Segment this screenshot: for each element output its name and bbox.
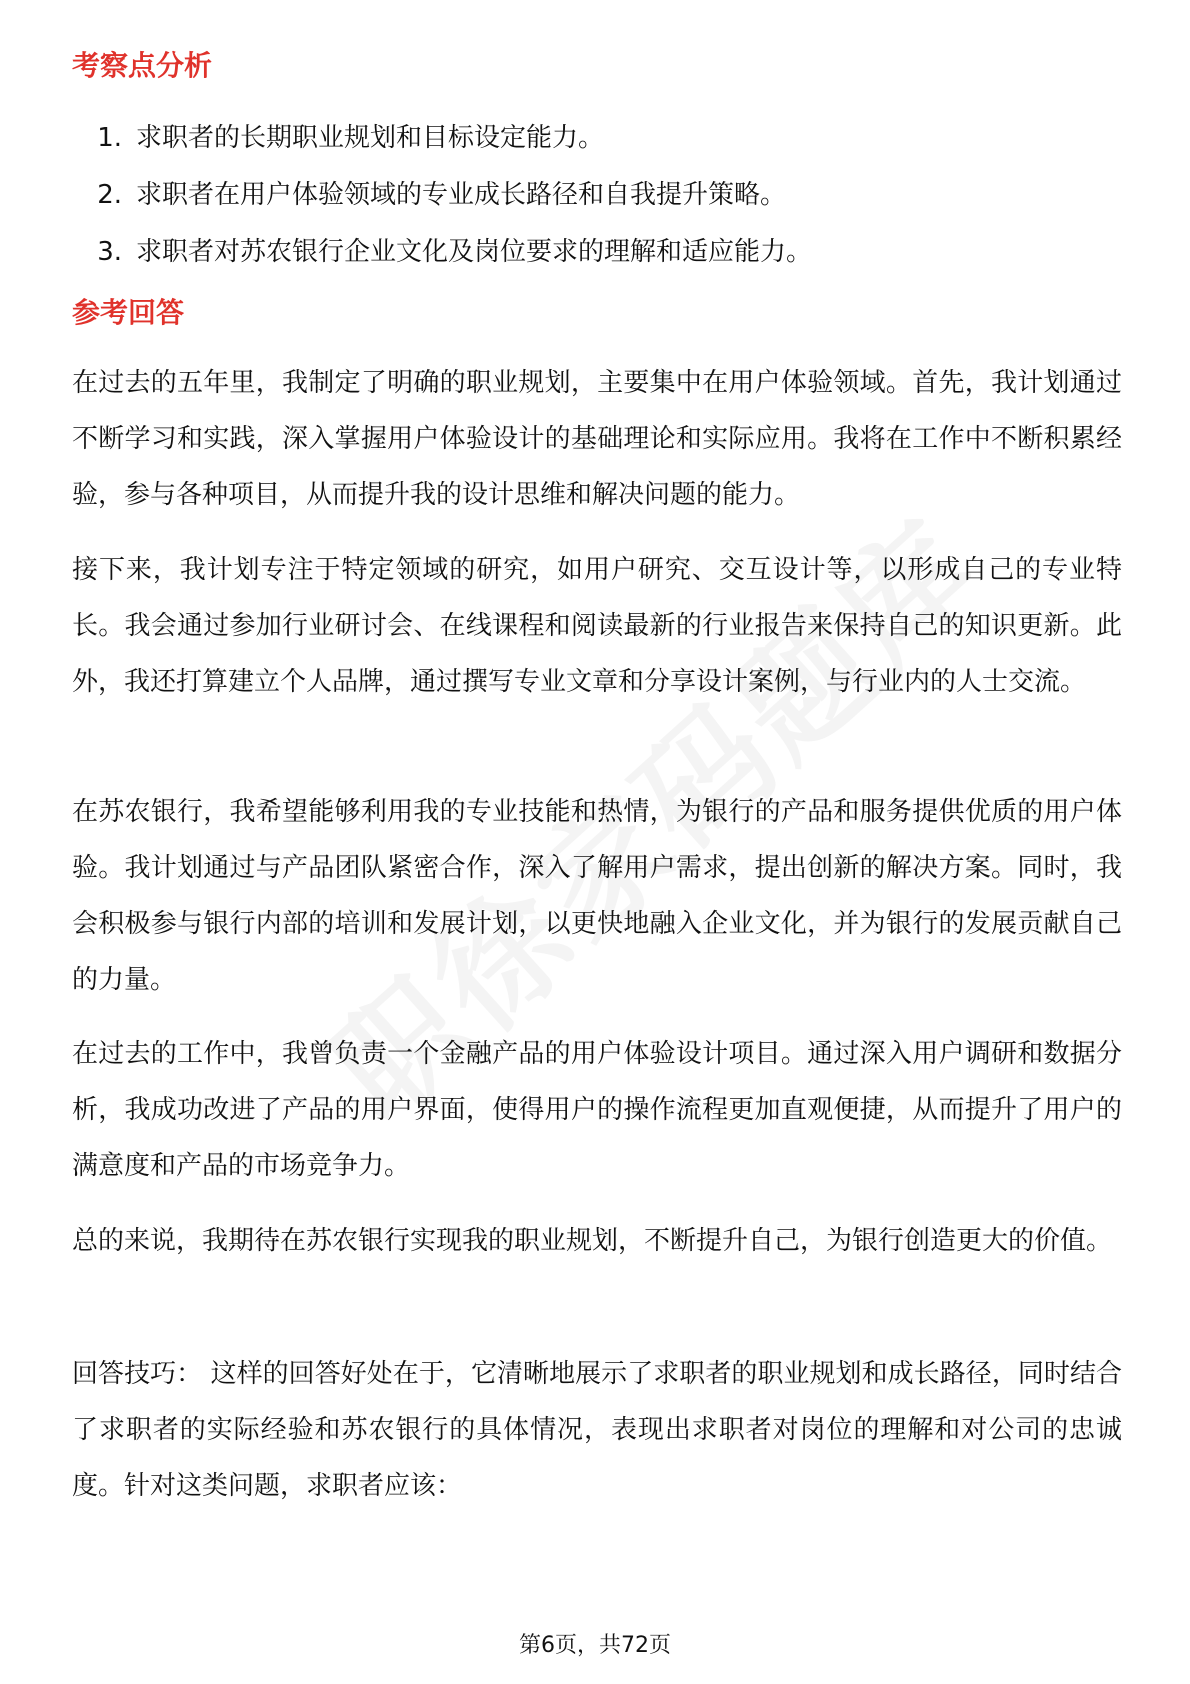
list-item-text: 求职者在用户体验领域的专业成长路径和自我提升策略。	[136, 180, 787, 210]
list-item	[72, 175, 1122, 232]
answer-tips-paragraph: 回答技巧： 这样的回答好处在于，它清晰地展示了求职者的职业规划和成长路径，同时结合了求职者的实际经验和苏农银行的具体情况，表现出求职者对岗位的理解和对公司的忠诚度。针对这类问题，求职者应该：	[72, 1359, 1122, 1501]
answer-paragraph-1: 在过去的五年里，我制定了明确的职业规划，主要集中在用户体验领域。首先，我计划通过不断学习和实践，深入掌握用户体验设计的基础理论和实际应用。我将在工作中不断积累经验，参与各种项目，从而提升我的设计思维和解决问题的能力。	[72, 368, 1122, 510]
answer-paragraph-3: 在苏农银行，我希望能够利用我的专业技能和热情，为银行的产品和服务提供优质的用户体验。我计划通过与产品团队紧密合作，深入了解用户需求，提出创新的解决方案。同时，我会积极参与银行内部的培训和发展计划，以更快地融入企业文化，并为银行的发展贡献自己的力量。	[72, 797, 1122, 995]
answer-paragraph-4: 在过去的工作中，我曾负责一个金融产品的用户体验设计项目。通过深入用户调研和数据分析，我成功改进了产品的用户界面，使得用户的操作流程更加直观便捷，从而提升了用户的满意度和产品的市场竞争力。	[72, 1039, 1122, 1181]
page-number-footer: 第6页，共72页	[519, 1633, 671, 1658]
list-item	[72, 232, 1122, 289]
analysis-list	[72, 118, 1122, 289]
section-title-analysis: 考察点分析	[72, 49, 213, 82]
answer-paragraph-2: 接下来，我计划专注于特定领域的研究，如用户研究、交互设计等，以形成自己的专业特长。我会通过参加行业研讨会、在线课程和阅读最新的行业报告来保持自己的知识更新。此外，我还打算建立个人品牌，通过撰写专业文章和分享设计案例，与行业内的人士交流。	[72, 555, 1122, 697]
list-item-number: 3.	[97, 237, 122, 267]
list-item	[72, 118, 1122, 175]
list-item-number: 2.	[97, 180, 122, 210]
section-title-reference-answer: 参考回答	[72, 296, 185, 329]
list-item-text: 求职者的长期职业规划和目标设定能力。	[136, 123, 605, 153]
answer-paragraph-5: 总的来说，我期待在苏农银行实现我的职业规划，不断提升自己，为银行创造更大的价值。	[72, 1226, 1113, 1256]
list-item-number: 1.	[97, 123, 122, 153]
list-item-text: 求职者对苏农银行企业文化及岗位要求的理解和适应能力。	[136, 237, 813, 267]
